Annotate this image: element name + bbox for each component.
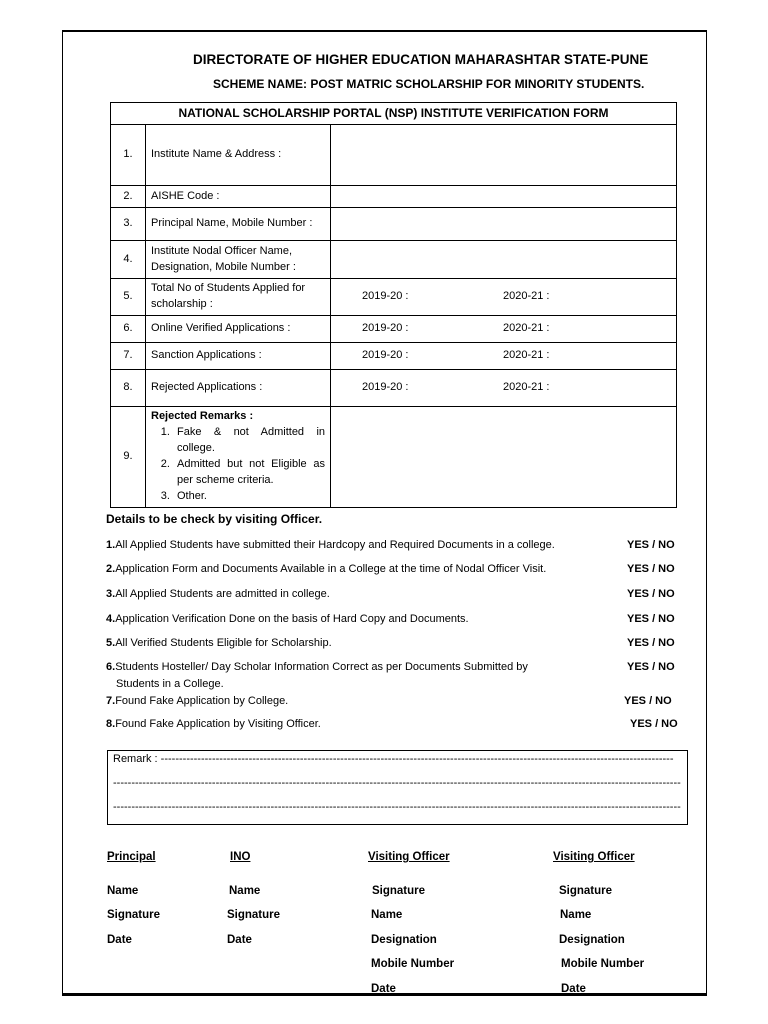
- online-verified-field[interactable]: [331, 315, 677, 342]
- item-text-continued: Students in a College.: [116, 677, 224, 690]
- nodal-officer-field[interactable]: [331, 241, 677, 279]
- remark-line: Remark : --------------------------------------------------------------------------------------------------------------------------------------------: [113, 753, 674, 765]
- table-row: [111, 369, 677, 406]
- yes-no-choice[interactable]: YES / NO: [627, 613, 675, 625]
- item-number: 3.: [106, 588, 116, 600]
- row-number: 3.: [111, 208, 146, 241]
- visiting-officer-signature-block-1: [368, 851, 454, 1007]
- signature-field: Name: [229, 884, 261, 897]
- signature-field: Designation: [371, 933, 437, 946]
- yes-no-choice[interactable]: YES / NO: [630, 718, 678, 730]
- signature-field: Signature: [107, 909, 161, 921]
- yes-no-choice[interactable]: YES / NO: [627, 637, 675, 649]
- rejected-field[interactable]: [331, 369, 677, 406]
- item-text: Found Fake Application by Visiting Officer.: [115, 718, 321, 730]
- check-item: [106, 659, 686, 692]
- row-number: 8.: [111, 369, 146, 406]
- item-number: 2.: [106, 563, 116, 575]
- yes-no-choice[interactable]: YES / NO: [627, 661, 675, 673]
- signature-field: Designation: [559, 933, 625, 946]
- row-number: 2.: [111, 186, 146, 208]
- item-number: 6.: [106, 661, 116, 673]
- signature-heading: Visiting Officer: [368, 851, 450, 863]
- check-item: [106, 693, 686, 710]
- field-label: Sanction Applications :: [146, 342, 331, 369]
- field-label: Online Verified Applications :: [146, 315, 331, 342]
- page-title: DIRECTORATE OF HIGHER EDUCATION MAHARASHTAR STATE-PUNE: [193, 52, 649, 67]
- item-number: 7.: [106, 695, 116, 707]
- signature-field: Name: [107, 884, 139, 897]
- field-label: Total No of Students Applied for scholarship :: [146, 279, 331, 316]
- rejected-remarks-title: Rejected Remarks :: [151, 410, 254, 423]
- item-text: Application Form and Documents Available in a College at the time of Nodal Officer Visit.: [115, 563, 547, 575]
- row-number: 4.: [111, 241, 146, 279]
- signature-field: Name: [560, 909, 592, 921]
- rejected-remarks-field[interactable]: [331, 406, 677, 507]
- list-item: 2. Admitted but not Eligible as per scheme criteria.: [173, 457, 325, 489]
- check-item: [106, 611, 686, 628]
- remark-line: -----------------------------------------------------------------------------------------------------------------------------------------------------------: [113, 777, 681, 789]
- year-2019-20-label: 2019-20 :: [362, 289, 409, 302]
- item-text: Found Fake Application by College.: [115, 695, 289, 707]
- row-number: 9.: [111, 406, 146, 507]
- visiting-officer-signature-block-2: [553, 851, 644, 1007]
- signature-heading: Visiting Officer: [553, 851, 635, 863]
- year-2019-20-label: 2019-20 :: [362, 380, 409, 393]
- signature-heading: Principal: [107, 851, 156, 863]
- item-text: All Verified Students Eligible for Scholarship.: [115, 637, 332, 649]
- table-row: [111, 406, 677, 507]
- item-number: 5.: [106, 637, 116, 649]
- rejected-remarks-cell: [146, 406, 331, 507]
- remark-line: -----------------------------------------------------------------------------------------------------------------------------------------------------------: [113, 801, 681, 813]
- scheme-name: SCHEME NAME: POST MATRIC SCHOLARSHIP FOR MINORITY STUDENTS.: [213, 77, 645, 91]
- item-number: 4.: [106, 613, 116, 625]
- signature-field: Date: [227, 933, 252, 946]
- list-item: 1. Fake & not Admitted in college.: [173, 425, 325, 457]
- field-label: AISHE Code :: [146, 186, 331, 208]
- remark-box[interactable]: [107, 750, 688, 825]
- principal-name-field[interactable]: [331, 208, 677, 241]
- check-item: [106, 586, 686, 603]
- rejected-remarks-list: [173, 425, 325, 505]
- signature-field: Signature: [372, 884, 426, 897]
- yes-no-choice[interactable]: YES / NO: [624, 695, 672, 707]
- signature-field: Signature: [227, 909, 281, 921]
- year-2020-21-label: 2020-21 :: [503, 348, 550, 361]
- item-text: Application Verification Done on the basis of Hard Copy and Documents.: [115, 613, 469, 625]
- year-2020-21-label: 2020-21 :: [503, 380, 550, 393]
- field-label: Principal Name, Mobile Number :: [146, 208, 331, 241]
- field-label: Institute Nodal Officer Name, Designation, Mobile Number :: [146, 241, 331, 279]
- signature-field: Signature: [559, 884, 613, 897]
- yes-no-choice[interactable]: YES / NO: [627, 563, 675, 575]
- check-item: [106, 716, 686, 733]
- item-text: Students Hosteller/ Day Scholar Information Correct as per Documents Submitted by: [115, 661, 528, 673]
- field-label: Institute Name & Address :: [146, 125, 331, 186]
- ino-signature-block: [227, 851, 280, 958]
- signature-heading: INO: [230, 851, 251, 863]
- yes-no-choice[interactable]: YES / NO: [627, 588, 675, 600]
- verification-form-table: [110, 102, 677, 508]
- table-row: [111, 241, 677, 279]
- item-number: 1.: [106, 539, 116, 551]
- signature-field: Name: [371, 909, 403, 921]
- check-item: [106, 561, 686, 578]
- signature-field: Mobile Number: [561, 958, 645, 970]
- year-2020-21-label: 2020-21 :: [503, 289, 550, 302]
- signature-field: Date: [371, 982, 396, 995]
- year-2019-20-label: 2019-20 :: [362, 321, 409, 334]
- year-2019-20-label: 2019-20 :: [362, 348, 409, 361]
- table-row: [111, 342, 677, 369]
- table-row: [111, 186, 677, 208]
- table-row: [111, 125, 677, 186]
- form-title: NATIONAL SCHOLARSHIP PORTAL (NSP) INSTITUTE VERIFICATION FORM: [111, 103, 677, 125]
- row-number: 5.: [111, 279, 146, 316]
- aishe-code-field[interactable]: [331, 186, 677, 208]
- item-number: 8.: [106, 718, 116, 730]
- row-number: 6.: [111, 315, 146, 342]
- total-applied-field[interactable]: [331, 279, 677, 316]
- item-text: All Applied Students are admitted in college.: [115, 588, 330, 600]
- year-2020-21-label: 2020-21 :: [503, 321, 550, 334]
- sanction-field[interactable]: [331, 342, 677, 369]
- row-number: 7.: [111, 342, 146, 369]
- signature-field: Date: [107, 933, 132, 946]
- item-text: All Applied Students have submitted their Hardcopy and Required Documents in a college.: [115, 539, 555, 551]
- list-item: 3. Other.: [173, 489, 325, 505]
- field-label: Rejected Applications :: [146, 369, 331, 406]
- check-item: [106, 537, 686, 554]
- principal-signature-block: [107, 851, 160, 958]
- institute-name-field[interactable]: [331, 125, 677, 186]
- table-row: [111, 208, 677, 241]
- check-item: [106, 635, 686, 652]
- table-row: [111, 279, 677, 316]
- signature-field: Date: [561, 982, 586, 995]
- signature-field: Mobile Number: [371, 958, 455, 970]
- yes-no-choice[interactable]: YES / NO: [627, 539, 675, 551]
- row-number: 1.: [111, 125, 146, 186]
- table-row: [111, 315, 677, 342]
- details-title: Details to be check by visiting Officer.: [106, 512, 323, 526]
